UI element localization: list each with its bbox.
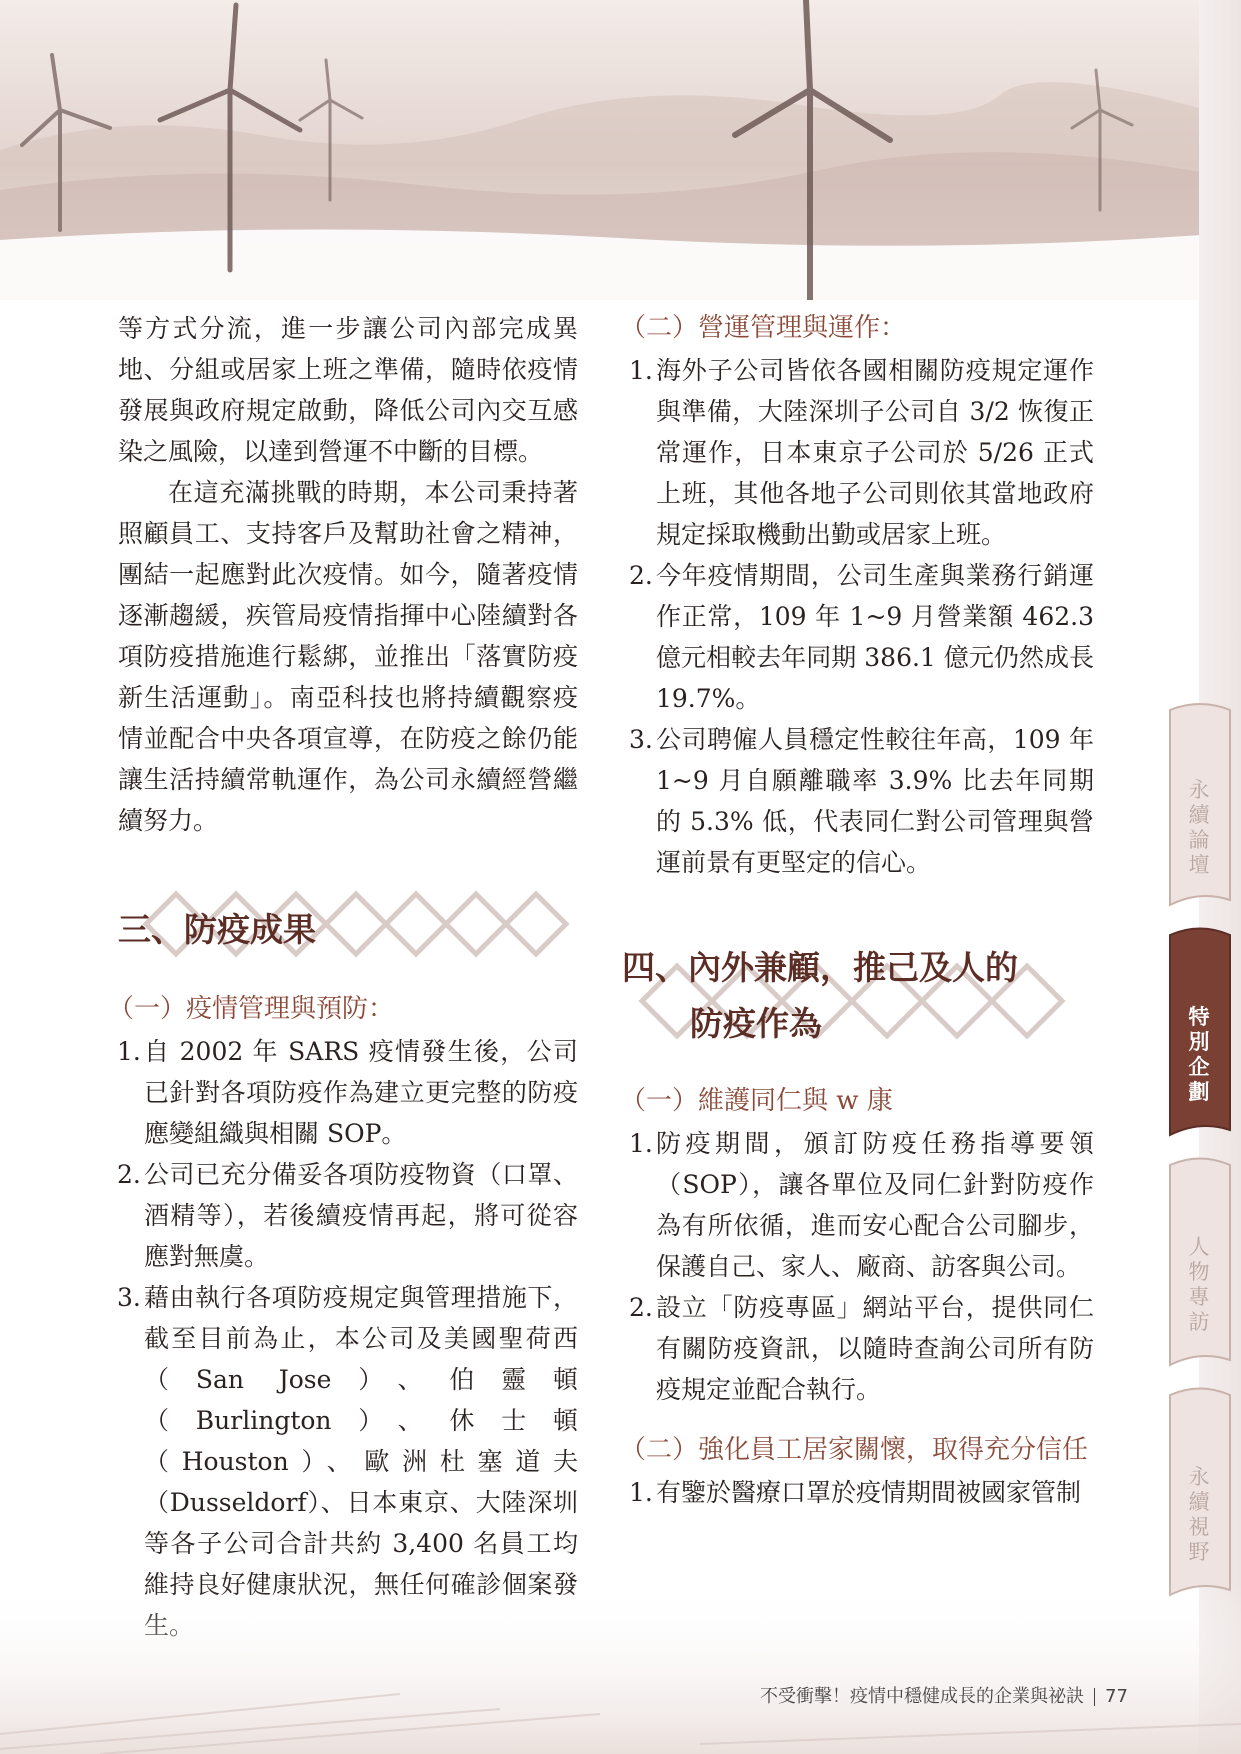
paragraph: 在這充滿挑戰的時期，本公司秉持著照顧員工、支持客戶及幫助社會之精神，團結一起應對此次疫情。如今，隨著疫情逐漸趨緩，疾管局疫情指揮中心陸續對各項防疫措施進行鬆綁，並推出「落實防疫新生活運動」。南亞科技也將持續觀察疫情並配合中央各項宣導，在防疫之餘仍能讓生活持續常軌運作，為公司永續經營繼續努力。 [118,478,578,835]
subsection-title: （一）維護同仁與 w 康 [620,1086,893,1116]
list-number: 1. [629,1478,653,1507]
list-text: 有鑒於醫療口罩於疫情期間被國家管制 [656,1478,1082,1507]
footer [760,1682,1128,1708]
list-item [118,1154,578,1277]
list-number: 1. [629,356,653,385]
list-number: 3. [629,725,653,754]
list-text: 公司已充分備妥各項防疫物資（口罩、酒精等），若後續疫情再起，將可從容應對無虞。 [144,1160,578,1271]
paragraph: 等方式分流，進一步讓公司內部完成異地、分組或居家上班之準備，隨時依疫情發展與政府規定啟動，降低公司內交互感染之風險，以達到營運不中斷的目標。 [118,314,578,466]
section-title-line1: 四、內外兼顧，推己及人的 [622,948,1018,987]
section-heading [118,899,578,969]
list-number: 1. [629,1129,653,1158]
list-text: 公司聘僱人員穩定性較往年高，109 年 1~9 月自願離職率 3.9% 比去年同期的 5.3% 低，代表同仁對公司管理與營運前景有更堅定的信心。 [656,725,1094,877]
subsection-title: （一）疫情管理與預防： [108,994,395,1024]
page-number: 77 [1105,1686,1128,1707]
section-title: 三、防疫成果 [118,910,316,949]
list-text: 防疫期間，頒訂防疫任務指導要領（SOP），讓各單位及同仁針對防疫作為有所依循，進而安心配合公司腳步，保護自己、家人、廠商、訪客與公司。 [656,1129,1094,1281]
right-column [620,308,1094,1513]
subsection-title: （二）強化員工居家關懷，取得充分信任 [620,1435,1089,1465]
left-column [108,308,578,1646]
wind-turbine-banner [0,0,1241,300]
list-number: 2. [629,1293,653,1322]
tab-interview[interactable]: 人物專訪 [1188,1235,1210,1334]
list-item [630,719,1094,883]
list-item [630,1287,1094,1410]
list-item [630,1123,1094,1287]
footer-title: 不受衝擊！疫情中穩健成長的企業與祕訣 [760,1686,1084,1707]
section-title-line2: 防疫作為 [690,1004,822,1043]
list-number: 2. [629,561,653,590]
footer-divider [1094,1688,1095,1706]
list-text: 設立「防疫專區」網站平台，提供同仁有關防疫資訊，以隨時查詢公司所有防疫規定並配合執行。 [656,1293,1094,1404]
list-text: 今年疫情期間，公司生產與業務行銷運作正常，109 年 1~9 月營業額 462.3 億元相較去年同期 386.1 億元仍然成長 19.7%。 [656,561,1094,713]
list-number: 2. [117,1160,141,1189]
list-text: 海外子公司皆依各國相關防疫規定運作與準備，大陸深圳子公司自 3/2 恢復正常運作，日本東京子公司於 5/26 正式上班，其他各地子公司則依其當地政府規定採取機動出勤或居家上班。 [656,356,1094,549]
tab-sustainability-forum[interactable]: 永續論壇 [1188,778,1210,877]
section-heading [622,941,1094,1059]
list-number: 1. [117,1037,141,1066]
list-item [630,350,1094,555]
subsection-title: （二）營運管理與運作： [620,313,907,343]
list-item [630,1472,1094,1513]
tab-special-feature[interactable]: 特別企劃 [1188,1005,1210,1104]
list-text: 自 2002 年 SARS 疫情發生後，公司已針對各項防疫作為建立更完整的防疫應變組織與相關 SOP。 [144,1037,578,1148]
tab-sustainability-vision[interactable]: 永續視野 [1188,1465,1210,1564]
list-item [118,1031,578,1154]
footer-landscape [0,1584,1241,1754]
list-number: 3. [117,1283,141,1312]
list-text: 藉由執行各項防疫規定與管理措施下，截至目前為止，本公司及美國聖荷西（San Jose）、伯靈頓（Burlington）、休士頓（Houston）、歐洲杜塞道夫（Dusseldorf）、日本東京、大陸深圳等各子公司合計共約 3,400 名員工均 [144,1283,578,1558]
list-item [630,555,1094,719]
side-tabs [1160,700,1241,1630]
